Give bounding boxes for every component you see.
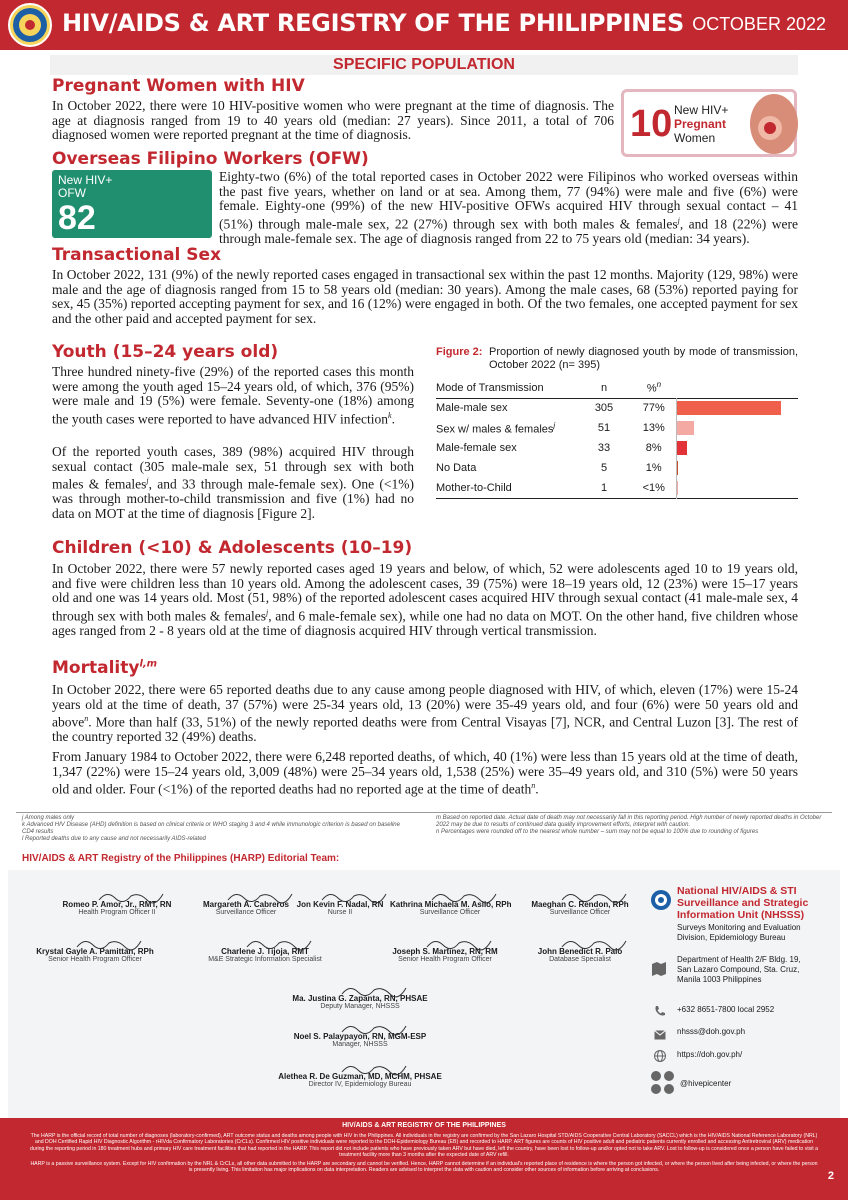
footnote-n: n Percentages were rounded off to the nearest whole number – sum may not be equal to 100% due to rounding of figures bbox=[436, 829, 759, 835]
mot-pct-cell: 8% bbox=[645, 442, 662, 454]
unit-website[interactable]: https://doh.gov.ph/ bbox=[677, 1050, 743, 1059]
signature bbox=[97, 888, 167, 904]
mot-bar-cell bbox=[676, 398, 798, 418]
mot-n-cell: 1 bbox=[600, 481, 608, 494]
mot-mode-label: No Data bbox=[436, 462, 477, 474]
team-member-role: Surveillance Officer bbox=[215, 909, 277, 916]
page-number: 2 bbox=[827, 1170, 834, 1182]
signature bbox=[340, 982, 410, 998]
ofw-stat-box bbox=[52, 170, 212, 238]
col-bar-header bbox=[676, 378, 798, 398]
report-title: HIV/AIDS & ART REGISTRY OF THE PHILIPPINES bbox=[62, 9, 684, 37]
footnote-m: m Based on reported date. Actual date of death may not necessarily fall in this reporting period. High number of newly reported deaths in October 2022 may be due to results of continued data quality improvement efforts, interpret with caution. bbox=[436, 815, 822, 828]
footer-text-2: HARP is a passive surveillance system. Except for HIV confirmation by the NRL & CrCLs, all other data submitted to the HARP are secondary and cannot be verified. Hence, HARP cannot determine if an individual's reported place of residence is where the person got infected, or where the person lived after being infected, or where the person is presently living. This limitation has major implications on data interpretation. Readers are advised to interpret the data with caution and consider other sources of information before arriving at conclusions. bbox=[30, 1160, 818, 1174]
team-member-role: Surveillance Officer bbox=[549, 909, 611, 916]
footnote-j: j Among males only bbox=[22, 815, 75, 821]
col-pct-header bbox=[632, 378, 676, 398]
col-n-header: n bbox=[600, 381, 608, 394]
ofw-footnote-ref: j bbox=[677, 215, 680, 225]
mot-mode-cell bbox=[436, 418, 576, 438]
team-member-role: Database Specialist bbox=[549, 956, 611, 963]
team-member bbox=[196, 900, 296, 916]
unit-name-line2: Surveillance and Strategic bbox=[677, 897, 809, 909]
pregnant-stat-number: 10 bbox=[630, 103, 673, 145]
ofw-stat-label2: OFW bbox=[58, 186, 86, 200]
team-member-name: Joseph S. Martinez, RN, RM bbox=[392, 947, 498, 956]
team-member-name: Alethea R. De Guzman, MD, MCHM, PHSAE bbox=[278, 1072, 442, 1081]
mot-table-row bbox=[436, 458, 798, 478]
mot-n-cell: 33 bbox=[597, 442, 611, 454]
mot-n-cell: 51 bbox=[597, 422, 611, 434]
mortality-p2-end: . bbox=[535, 781, 539, 797]
banner-title: SPECIFIC POPULATION bbox=[333, 56, 515, 73]
mot-mode-label: Male-male sex bbox=[436, 402, 508, 415]
team-member-role: Senior Health Program Officer bbox=[398, 956, 492, 963]
team-member-role: M&E Strategic Information Specialist bbox=[208, 956, 322, 963]
col-pct-footnote-ref: n bbox=[656, 380, 662, 390]
children-text-b: , and 6 male-female sex), while one had no data on MOT. On the other hand, five children whose ages ranged from 2 - 8 years old at the time of diagnosis acquired HIV through vertical transmission. bbox=[52, 608, 798, 638]
unit-name-line3: Information Unit (NHSSS) bbox=[677, 909, 805, 921]
mortality-p2-text: From January 1984 to October 2022, there were 6,248 reported deaths, of which, 40 (1%) were less than 15 years old at the time of death, 1,347 (22%) were 15–24 years old, 3,009 (48%) were 25–34 years old, 1,538 (25%) were 35–49 years old, and 310 (5%) were 50 years old and older. Four (<1%) of the reported deaths had no reported age at the time of death bbox=[52, 749, 798, 797]
mortality-paragraph-1 bbox=[52, 683, 798, 745]
youth-p2-end: , and 33 through male-female sex). One (<1%) was through mother-to-child transmission and five (1%) had no data on MOT at the time of diagnosis [Figure 2]. bbox=[52, 476, 414, 521]
mot-mode-label: Mother-to-Child bbox=[436, 481, 512, 494]
youth-p1-text: Three hundred ninety-five (29%) of the reported cases this month were among the youth aged 15–24 years old, of which, 376 (95%) were male and 19 (5%) were female. Seventy-one (18%) among the youth cases were reported to have advanced HIV infection bbox=[52, 364, 414, 427]
youth-p1-footnote-ref: k bbox=[388, 410, 392, 420]
col-mode-header: Mode of Transmission bbox=[436, 381, 544, 394]
pregnant-paragraph: In October 2022, there were 10 HIV-positive women who were pregnant at the time of diagnosis. The age at diagnosis ranged from 19 to 40 years old (median: 27 years). Since 2011, a total of 706 diagnosed women were reported pregnant at the time of diagnosis. bbox=[52, 98, 614, 143]
team-member-role: Nurse II bbox=[327, 909, 353, 916]
team-member bbox=[30, 947, 160, 963]
phone-icon bbox=[654, 1004, 668, 1018]
signature bbox=[560, 935, 630, 951]
mot-bar-cell bbox=[676, 458, 798, 478]
team-member bbox=[290, 900, 390, 916]
team-member-name: Maeghan C. Rendon, RPh bbox=[531, 900, 629, 909]
signature bbox=[340, 1020, 410, 1036]
mot-bar bbox=[677, 421, 695, 435]
mortality-paragraph-2 bbox=[52, 750, 798, 797]
signature bbox=[425, 935, 495, 951]
children-footnote-ref: j bbox=[265, 607, 269, 617]
mot-mode-cell bbox=[436, 398, 576, 418]
unit-name bbox=[677, 885, 808, 921]
mot-bar bbox=[677, 481, 679, 495]
mot-table bbox=[436, 378, 798, 499]
team-member-name: Jon Kevin F. Nadal, RN bbox=[296, 900, 384, 909]
mot-pct-cell: 1% bbox=[645, 462, 662, 474]
mortality-title-footnote-ref: l,m bbox=[139, 658, 158, 670]
mot-table-row bbox=[436, 418, 798, 438]
mot-mode-cell bbox=[436, 478, 576, 498]
mot-bar-cell bbox=[676, 478, 798, 498]
team-member bbox=[52, 900, 182, 916]
ofw-text-a: Eighty-two (6%) of the total reported cases in October 2022 were Filipinos who worked overseas within the past five years, whether on land or at sea. Among them, 77 (94%) were male and five (6%) were female. Eighty-one (99%) of the new HIV-positive OFWs acquired HIV through sexual contact – 41 (51%) through male-male sex, 22 (27%) through sex with both males & females bbox=[219, 169, 798, 232]
team-member bbox=[200, 947, 330, 963]
team-member-name: Krystal Gayle A. Pamittan, RPh bbox=[36, 947, 154, 956]
mot-pct-cell: 77% bbox=[642, 402, 665, 415]
mot-table-row bbox=[436, 478, 798, 498]
unit-name-line1: National HIV/AIDS & STI bbox=[677, 885, 797, 897]
team-member-name: Ma. Justina G. Zapanta, RN, PHSAE bbox=[292, 994, 428, 1003]
youth-section-title: Youth (15–24 years old) bbox=[52, 342, 279, 362]
mot-mode-label: Sex w/ males & females bbox=[436, 423, 554, 436]
youth-p1-end: . bbox=[391, 411, 395, 427]
footer-text-1: The HARP is the official record of total number of diagnoses (laboratory-confirmed), ART outcome status and deaths among people with HIV in the Philippines. All individuals in the registry are confirmed by the San Lazaro Hospital STD/AIDS Cooperative Central Laboratory (SACCL) which is the HIV/AIDS National Reference Laboratory (NRL) and DOH Certified Rapid HIV Diagnostic Algorithm - rHIVda Confirmatory Laboratories (CrCLs). Confirmed HIV positive individuals were reported to the DOH-Epidemiology Bureau (EB) and recorded to HARP. ART figures are counts of HIV positive adult and pediatric patients currently enrolled and accessing Antiretroviral (ARV) medication during the reporting period in 180 treatment hubs and primary HIV care treatment facilities that had reported in the HARP. This report did not include patients who have previously taken ARV but have died, left the country, have been lost to follow-up and/or opted not to take ARV. Lost to follow-up is considered once a person have failed to visit a treatment facility more than 3 months after the expected date of ARV refill. bbox=[30, 1133, 819, 1159]
team-member-name: Margareth A. Cabreros bbox=[203, 900, 289, 909]
team-member bbox=[530, 947, 630, 963]
youth-p2-footnote-ref: j bbox=[146, 476, 149, 486]
mot-header-row bbox=[436, 378, 798, 398]
team-member-role: Manager, NHSSS bbox=[332, 1041, 388, 1048]
col-pct-label: % bbox=[646, 383, 657, 396]
ofw-paragraph bbox=[219, 170, 798, 246]
address-line3: Manila 1003 Philippines bbox=[677, 975, 762, 984]
pregnant-stat-line2: Pregnant bbox=[674, 117, 727, 131]
children-text-a: In October 2022, there were 57 newly reported cases aged 19 years and below, of which, 52 were adolescents aged 10 to 19 years old, and five were children less than 10 years old. Among the adolescent cases, 39 (75%) were 18–19 years old, 12 (23%) were 15–17 years old and one was 14 years old. Most (51, 98%) of the reported adolescent cases acquired HIV through sexual contact (41 male-male sex, 4 through sex with both males & females bbox=[52, 561, 798, 624]
mortality-section-title bbox=[52, 658, 157, 678]
team-title: HIV/AIDS & ART Registry of the Philippines (HARP) Editorial Team: bbox=[22, 853, 340, 864]
mortality-p1-text: In October 2022, there were 65 reported deaths due to any cause among people diagnosed with HIV, of which, eleven (17%) were 15-24 years old at the time of death, 37 (57%) were 25-34 years old, 13 (20%) were 35-49 years old, and four (6%) were 50 years old and above bbox=[52, 682, 798, 730]
mot-bar bbox=[677, 401, 781, 415]
mortality-p2-footnote-ref: n bbox=[531, 781, 536, 791]
mot-bar bbox=[677, 461, 679, 475]
signature bbox=[245, 935, 315, 951]
footnotes-left bbox=[22, 815, 402, 843]
signature bbox=[560, 888, 630, 904]
signature bbox=[75, 935, 145, 951]
footnote-k: k Advanced HIV Disease (AHD) definition is based on clinical criteria or WHO staging 3 and 4 while immunologic criterion is based on baseline CD4 results bbox=[22, 822, 400, 835]
team-member bbox=[260, 1072, 460, 1088]
unit-division-line1: Surveys Monitoring and Evaluation bbox=[677, 923, 801, 932]
footnote-l: l Reported deaths due to any cause and not necessarily AIDS-related bbox=[22, 836, 206, 842]
mot-table-row bbox=[436, 398, 798, 418]
signature bbox=[430, 888, 500, 904]
footer-title: HIV/AIDS & ART REGISTRY OF THE PHILIPPINES bbox=[342, 1122, 506, 1129]
team-member bbox=[390, 947, 500, 963]
unit-address bbox=[677, 955, 801, 985]
pregnant-stat-line3: Women bbox=[674, 131, 716, 145]
youth-paragraph-1 bbox=[52, 365, 414, 427]
doh-logo bbox=[8, 3, 52, 47]
figure2-table-wrap bbox=[436, 378, 798, 499]
team-member-name: John Benedict R. Palo bbox=[537, 947, 623, 956]
email-icon bbox=[654, 1027, 668, 1041]
section-banner bbox=[50, 55, 798, 75]
mot-mode-footnote-ref: j bbox=[553, 420, 556, 430]
unit-email[interactable]: nhsss@doh.gov.ph bbox=[677, 1027, 746, 1036]
youth-p2-text: Of the reported youth cases, 389 (98%) acquired HIV through sexual contact (305 male-male sex, 51 through sex with both males & females bbox=[52, 444, 414, 492]
mot-mode-cell bbox=[436, 458, 576, 478]
mot-pct-cell: <1% bbox=[642, 481, 665, 494]
team-member-role: Deputy Manager, NHSSS bbox=[320, 1003, 400, 1010]
mot-table-body bbox=[436, 398, 798, 498]
transactional-section-title: Transactional Sex bbox=[52, 245, 222, 265]
team-member-role: Director IV, Epidemiology Bureau bbox=[308, 1081, 412, 1088]
ofw-stat-number: 82 bbox=[58, 199, 96, 237]
children-section-title: Children (<10) & Adolescents (10–19) bbox=[52, 538, 413, 558]
team-member-role: Senior Health Program Officer bbox=[48, 956, 142, 963]
footnote-divider bbox=[16, 812, 832, 813]
mot-n-cell: 5 bbox=[600, 462, 608, 474]
unit-phone: +632 8651-7800 local 2952 bbox=[677, 1005, 775, 1014]
team-member-name: Romeo P. Amor, Jr., RMT, RN bbox=[62, 900, 172, 909]
children-paragraph bbox=[52, 562, 798, 638]
mortality-p1-end: . More than half (33, 51%) of the newly reported deaths were from Central Visayas [7], NCR, and Central Luzon [3]. The rest of the country reported 32 (49%) deaths. bbox=[52, 714, 798, 745]
team-member-name: Charlene J. Tijoja, RMT bbox=[221, 947, 309, 956]
signature bbox=[340, 1060, 410, 1076]
footer-bar bbox=[0, 1118, 848, 1200]
address-line2: San Lazaro Compound, Sta. Cruz, bbox=[677, 965, 800, 974]
globe-icon bbox=[654, 1049, 668, 1063]
pregnant-section-title: Pregnant Women with HIV bbox=[52, 76, 305, 96]
ofw-text-b: , and 18 (22%) were through male-female sex. The age of diagnosis ranged from 22 to 75 years old (median: 34 years). bbox=[219, 216, 798, 246]
mot-mode-cell bbox=[436, 438, 576, 458]
ofw-section-title: Overseas Filipino Workers (OFW) bbox=[52, 149, 369, 169]
team-member-name: Kathrina Michaela M. Asilo, RPh bbox=[390, 900, 512, 909]
social-icons bbox=[650, 1070, 676, 1096]
mot-table-row bbox=[436, 438, 798, 458]
team-member-role: Health Program Officer II bbox=[78, 909, 156, 916]
location-icon bbox=[650, 960, 664, 974]
team-member-role: Surveillance Officer bbox=[419, 909, 481, 916]
mot-mode-label: Male-female sex bbox=[436, 442, 517, 454]
team-member bbox=[390, 900, 510, 916]
pregnant-woman-illustration bbox=[742, 84, 798, 156]
team-member-name: Noel S. Palaypayon, RN, MGM-ESP bbox=[293, 1032, 427, 1041]
mot-bar bbox=[677, 441, 688, 455]
signature bbox=[320, 888, 390, 904]
team-member bbox=[520, 900, 640, 916]
mot-bar-cell bbox=[676, 438, 798, 458]
mortality-title-text: Mortality bbox=[52, 658, 140, 678]
nhsss-logo bbox=[650, 889, 672, 911]
header-bar bbox=[0, 0, 848, 50]
mot-n-cell: 305 bbox=[594, 402, 614, 415]
signature bbox=[226, 888, 296, 904]
unit-division bbox=[677, 923, 801, 943]
address-line1: Department of Health 2/F Bldg. 19, bbox=[677, 955, 801, 964]
team-member bbox=[260, 1032, 460, 1048]
mot-pct-cell: 13% bbox=[642, 422, 665, 434]
ofw-stat-label1: New HIV+ bbox=[58, 173, 113, 187]
unit-division-line2: Division, Epidemiology Bureau bbox=[677, 933, 786, 942]
unit-social-handle[interactable]: @hivepicenter bbox=[680, 1079, 732, 1088]
figure-label: Figure 2: bbox=[436, 346, 483, 358]
youth-paragraph-2 bbox=[52, 445, 414, 521]
footnotes-right bbox=[436, 815, 832, 836]
pregnant-stat-box bbox=[621, 89, 797, 157]
team-member bbox=[260, 994, 460, 1010]
mot-bar-cell bbox=[676, 418, 798, 438]
mortality-p1-footnote-ref: n bbox=[84, 714, 89, 724]
figure-caption: Proportion of newly diagnosed youth by mode of transmission, October 2022 (n= 395) bbox=[489, 346, 798, 371]
transactional-paragraph: In October 2022, 131 (9%) of the newly reported cases engaged in transactional sex within the past 12 months. Majority (129, 98%) were male and the age of diagnosis ranged from 15 to 58 years old (median: 30 years). Among the male cases, 68 (53%) reported paying for sex, 45 (35%) reported accepting payment for sex, and 16 (12%) were engaged in both. Of the two females, one accepted payment for sex and the other paid and accepted payment for sex. bbox=[52, 267, 798, 326]
pregnant-stat-line1: New HIV+ bbox=[674, 103, 729, 117]
report-date: OCTOBER 2022 bbox=[692, 14, 826, 34]
